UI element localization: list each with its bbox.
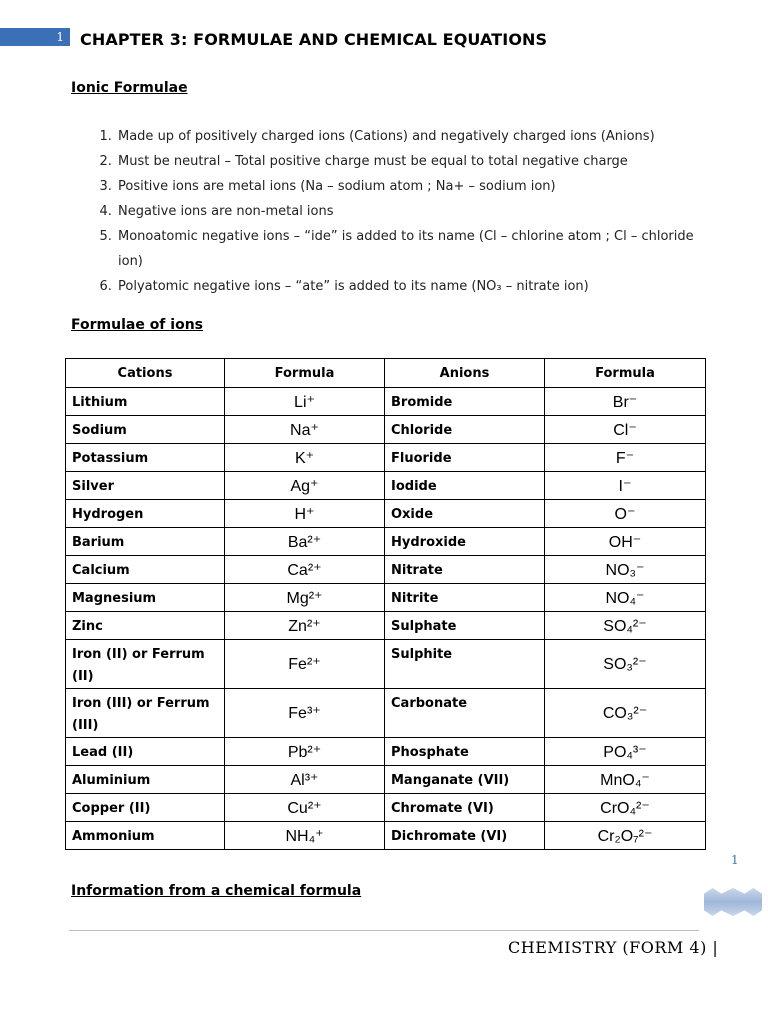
table-row <box>66 556 706 584</box>
anion-formula: Cl⁻ <box>545 416 706 444</box>
ions-table <box>65 358 706 850</box>
cation-name: Zinc <box>66 612 225 640</box>
anion-name: Fluoride <box>385 444 545 472</box>
table-row <box>66 444 706 472</box>
list-item: 1. Made up of positively charged ions (Cations) and negatively charged ions (Anions) <box>116 124 716 149</box>
list-item: 6. Polyatomic negative ions – “ate” is added to its name (NO₃ – nitrate ion) <box>116 274 716 299</box>
anion-name: Iodide <box>385 472 545 500</box>
cation-name: Barium <box>66 528 225 556</box>
header-anion-formula: Formula <box>545 359 706 388</box>
anion-name: Carbonate <box>385 689 545 738</box>
anion-formula: MnO₄⁻ <box>545 766 706 794</box>
anion-formula: PO₄³⁻ <box>545 738 706 766</box>
anion-formula: OH⁻ <box>545 528 706 556</box>
list-item: 2. Must be neutral – Total positive charge must be equal to total negative charge <box>116 149 716 174</box>
cation-formula: Al³⁺ <box>225 766 385 794</box>
cation-formula: Mg²⁺ <box>225 584 385 612</box>
cation-formula: K⁺ <box>225 444 385 472</box>
cation-name: Ammonium <box>66 822 225 850</box>
anion-name: Chloride <box>385 416 545 444</box>
anion-name: Chromate (VI) <box>385 794 545 822</box>
cation-name: Lead (II) <box>66 738 225 766</box>
ribbon-decoration <box>704 888 762 916</box>
cation-formula: NH₄⁺ <box>225 822 385 850</box>
table-row <box>66 794 706 822</box>
cation-formula: Ba²⁺ <box>225 528 385 556</box>
cation-name: Hydrogen <box>66 500 225 528</box>
table-row <box>66 500 706 528</box>
anion-name: Dichromate (VI) <box>385 822 545 850</box>
anion-formula: Br⁻ <box>545 388 706 416</box>
anion-formula: SO₄²⁻ <box>545 612 706 640</box>
cation-name: Silver <box>66 472 225 500</box>
anion-name: Manganate (VII) <box>385 766 545 794</box>
header-cations: Cations <box>66 359 225 388</box>
cation-formula: Ag⁺ <box>225 472 385 500</box>
table-row <box>66 738 706 766</box>
table-header-row <box>66 359 706 388</box>
anion-name: Nitrite <box>385 584 545 612</box>
table-row <box>66 822 706 850</box>
list-item: 4. Negative ions are non-metal ions <box>116 199 716 224</box>
header-anions: Anions <box>385 359 545 388</box>
cation-formula: Pb²⁺ <box>225 738 385 766</box>
cation-name: Iron (III) or Ferrum (III) <box>66 689 225 738</box>
list-item: 3. Positive ions are metal ions (Na – sodium atom ; Na+ – sodium ion) <box>116 174 716 199</box>
section-heading-formulae-of-ions: Formulae of ions <box>71 317 203 333</box>
cation-formula: Fe³⁺ <box>225 689 385 738</box>
section-heading-ionic-formulae: Ionic Formulae <box>71 80 188 96</box>
cation-formula: Na⁺ <box>225 416 385 444</box>
page-number-badge: 1 <box>0 28 70 46</box>
anion-name: Hydroxide <box>385 528 545 556</box>
anion-name: Bromide <box>385 388 545 416</box>
anion-formula: SO₃²⁻ <box>545 640 706 689</box>
anion-formula: F⁻ <box>545 444 706 472</box>
cation-formula: Ca²⁺ <box>225 556 385 584</box>
table-row <box>66 528 706 556</box>
chapter-title: CHAPTER 3: FORMULAE AND CHEMICAL EQUATIONS <box>80 30 548 49</box>
cation-formula: Li⁺ <box>225 388 385 416</box>
cation-formula: Cu²⁺ <box>225 794 385 822</box>
anion-formula: Cr₂O₇²⁻ <box>545 822 706 850</box>
cation-name: Potassium <box>66 444 225 472</box>
list-item: 5. Monoatomic negative ions – “ide” is added to its name (Cl – chlorine atom ; Cl – chloride ion) <box>116 224 716 274</box>
ionic-formulae-list <box>92 124 716 299</box>
footer-divider <box>69 930 699 931</box>
anion-name: Oxide <box>385 500 545 528</box>
table-row <box>66 612 706 640</box>
table-row <box>66 689 706 738</box>
table-row <box>66 388 706 416</box>
cation-name: Copper (II) <box>66 794 225 822</box>
section-heading-information: Information from a chemical formula <box>71 883 362 899</box>
anion-name: Nitrate <box>385 556 545 584</box>
anion-formula: I⁻ <box>545 472 706 500</box>
side-page-number: 1 <box>731 853 739 867</box>
cation-name: Sodium <box>66 416 225 444</box>
table-row <box>66 416 706 444</box>
table-row <box>66 472 706 500</box>
cation-name: Lithium <box>66 388 225 416</box>
anion-formula: NO₄⁻ <box>545 584 706 612</box>
cation-formula: H⁺ <box>225 500 385 528</box>
anion-formula: O⁻ <box>545 500 706 528</box>
anion-formula: CrO₄²⁻ <box>545 794 706 822</box>
cation-name: Calcium <box>66 556 225 584</box>
table-row <box>66 584 706 612</box>
header-cation-formula: Formula <box>225 359 385 388</box>
anion-formula: NO₃⁻ <box>545 556 706 584</box>
cation-name: Aluminium <box>66 766 225 794</box>
cation-name: Iron (II) or Ferrum (II) <box>66 640 225 689</box>
anion-name: Phosphate <box>385 738 545 766</box>
footer-title: CHEMISTRY (FORM 4) | <box>508 938 719 957</box>
table-row <box>66 766 706 794</box>
table-row <box>66 640 706 689</box>
cation-formula: Zn²⁺ <box>225 612 385 640</box>
cation-formula: Fe²⁺ <box>225 640 385 689</box>
anion-name: Sulphate <box>385 612 545 640</box>
cation-name: Magnesium <box>66 584 225 612</box>
anion-formula: CO₃²⁻ <box>545 689 706 738</box>
anion-name: Sulphite <box>385 640 545 689</box>
